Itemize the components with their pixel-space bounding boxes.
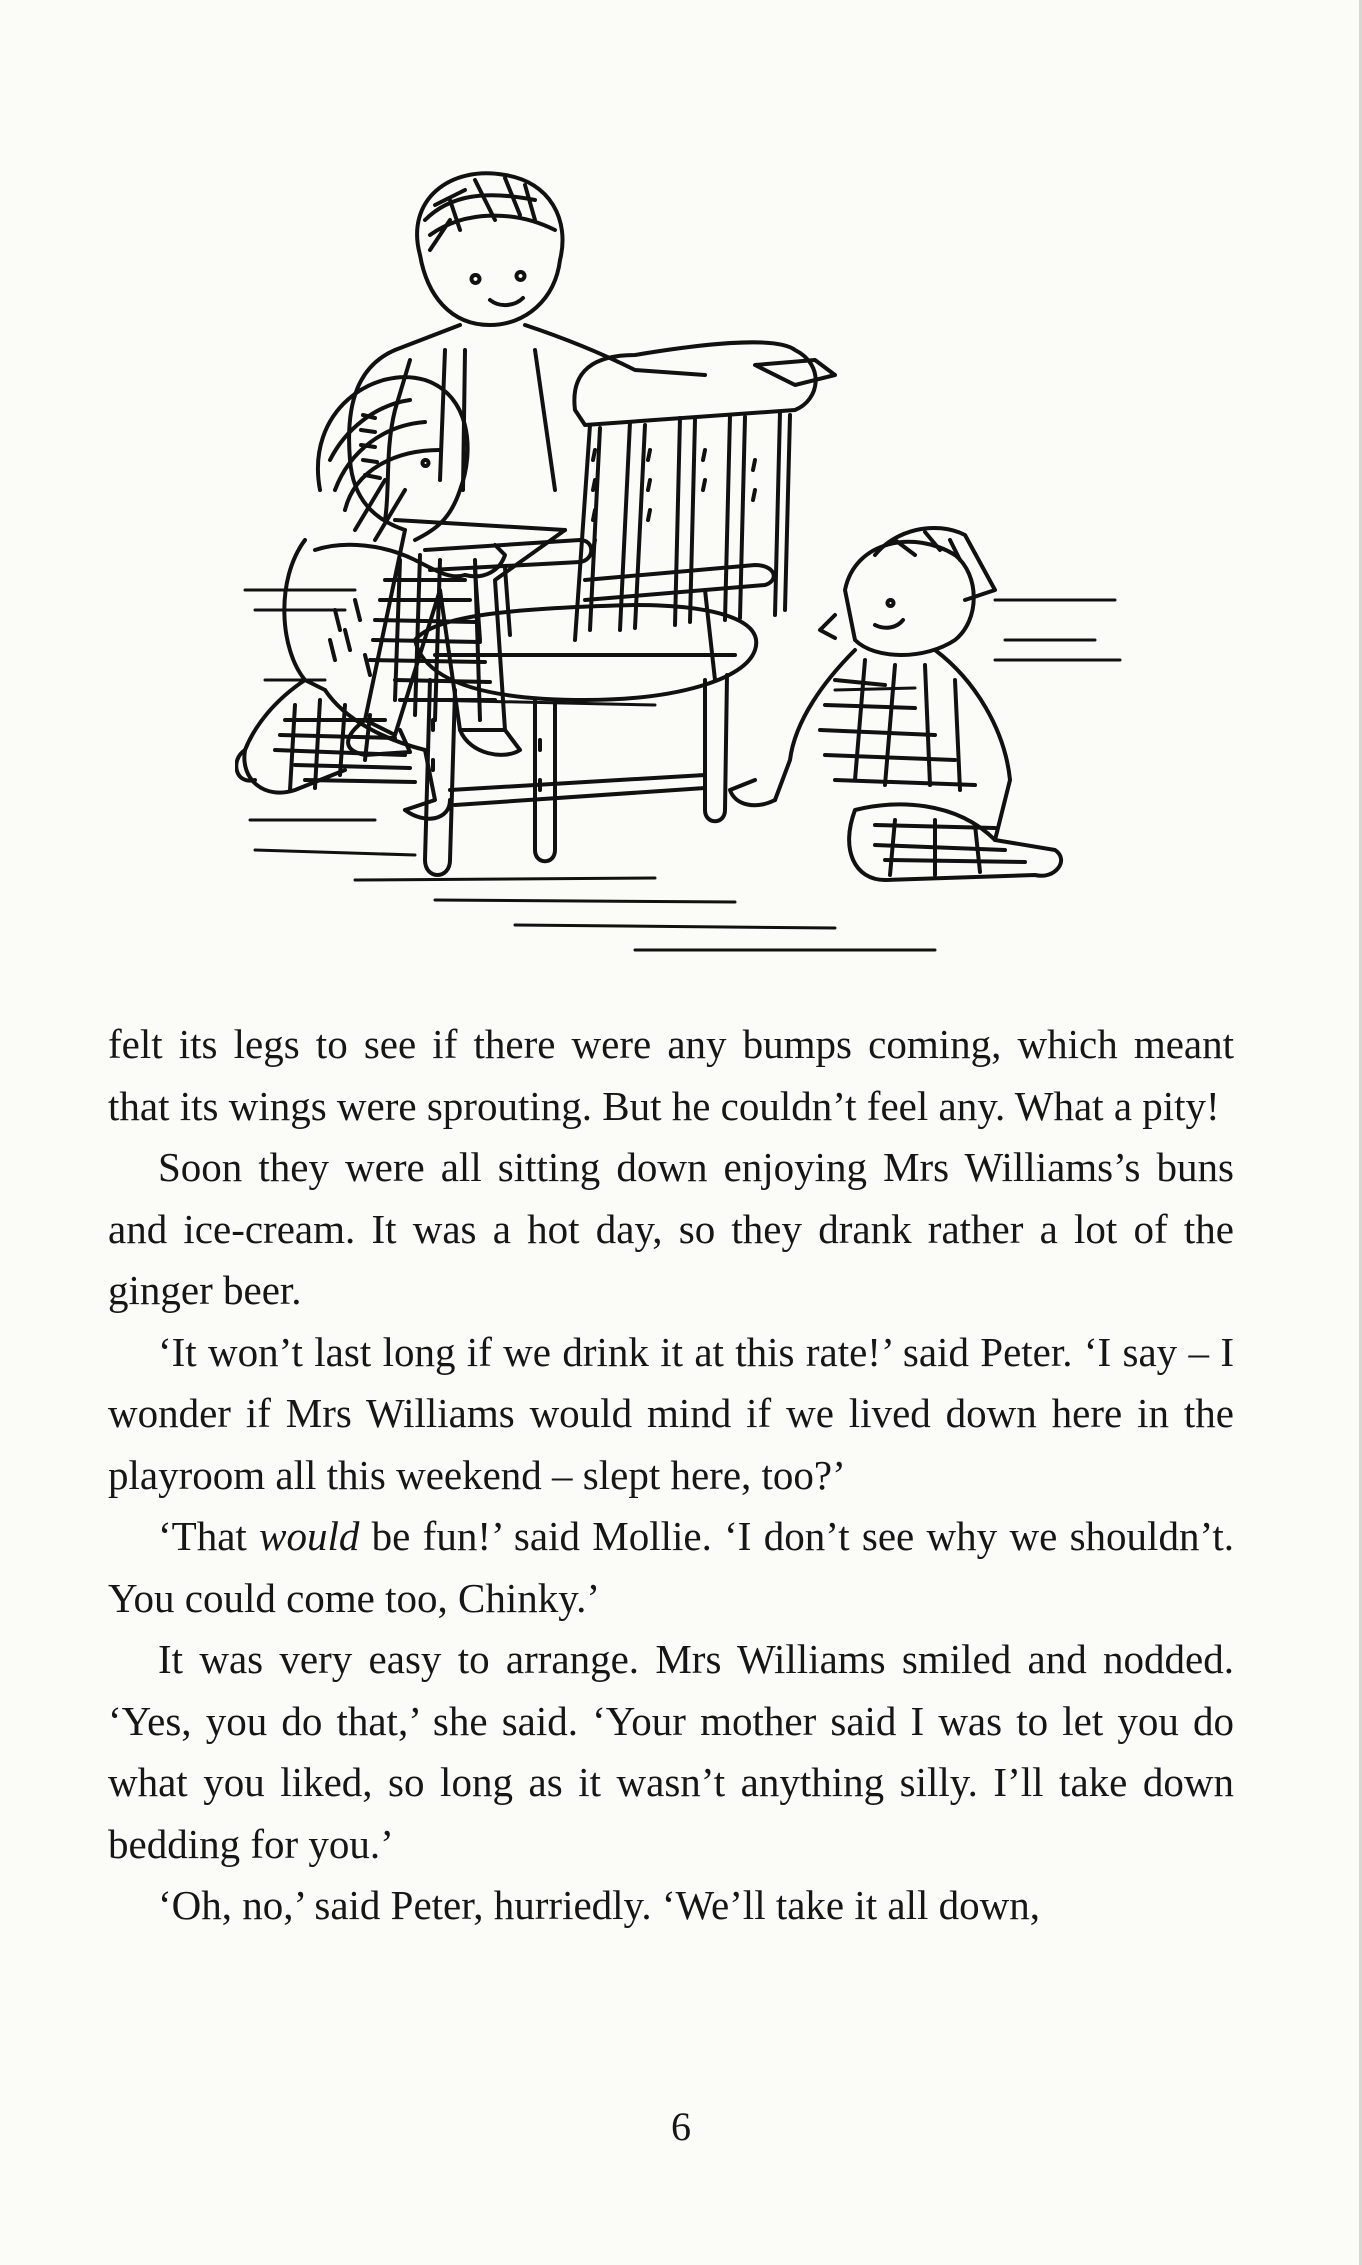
paragraph-3-text: ‘It won’t last long if we drink it at this rate!’ said Peter. ‘I say – I wonder if Mrs Williams would mind if we lived down here in the playroom all this weekend – slept here, too?’ (108, 1328, 1234, 1498)
standing-boy-figure (348, 173, 705, 755)
pixie-figure (730, 528, 1061, 880)
paragraph-1-text: felt its legs to see if there were any bumps coming, which meant that its wings were sprouting. But he couldn’t feel any. What a pity! (108, 1021, 1234, 1129)
paragraph-6 (108, 1875, 1234, 1937)
paragraph-4 (108, 1506, 1234, 1629)
paragraph-2-text: Soon they were all sitting down enjoying Mrs Williams’s buns and ice-cream. It was a hot day, so they drank rather a lot of the ginger beer. (108, 1144, 1234, 1313)
page-number: 6 (671, 2104, 691, 2149)
paragraph-3 (108, 1322, 1234, 1507)
paragraph-5 (108, 1629, 1234, 1875)
paragraph-4-text-start: ‘That (158, 1513, 260, 1559)
paragraph-4-italic-word: would (259, 1513, 360, 1559)
paragraph-2 (108, 1137, 1234, 1322)
wooden-chair-figure (415, 342, 835, 875)
body-text (108, 1014, 1234, 1937)
children-with-chair-illustration-icon (235, 160, 1135, 980)
paragraph-4-text-end: be fun!’ said Mollie. ‘I don’t see why we shouldn’t. You could come too, Chinky.’ (108, 1513, 1234, 1621)
paragraph-6-text: ‘Oh, no,’ said Peter, hurriedly. ‘We’ll take it all down, (158, 1882, 1041, 1928)
paragraph-5-text: It was very easy to arrange. Mrs Williams smiled and nodded. ‘Yes, you do that,’ she said. ‘Your mother said I was to let you do what you liked, so long as it wasn’t anything silly. I’ll take down bedding for you.’ (108, 1636, 1234, 1867)
paragraph-1 (108, 1014, 1234, 1137)
floor-lines (245, 590, 1120, 950)
